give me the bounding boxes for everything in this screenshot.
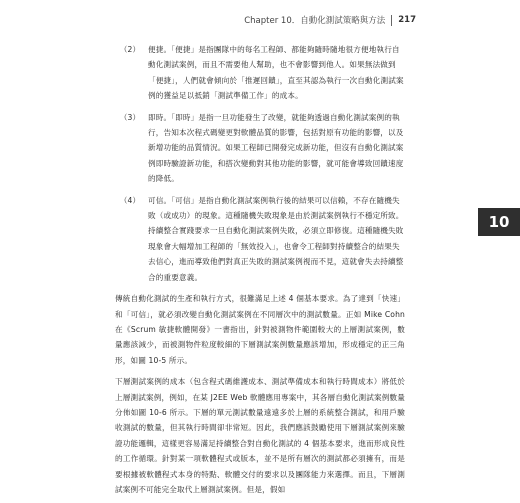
body-paragraph: 傳統自動化測試的生產和執行方式，很難滿足上述 4 個基本要求。為了達到「快速」和「可信」，就必須改變自動化測試案例在不同層次中的測試數量。正如 Mike Cohn 在《Scrum 敏捷軟體開發》一書指出，針對被測物件範圍較大的上層測試案例，數量應該減少，而被測物件粒度較細的下層測試案例數量應該增加，形成穩定的正三角形，如圖 10-5 所示。 <box>115 294 405 365</box>
list-item-text: 即時。「即時」是指一旦功能發生了改變，就能夠透過自動化測試案例的執行，告知本次程式碼變更對軟體品質的影響，包括對原有功能的影響，以及新增功能的品質情況。如果工程師已開發完成新功能，但沒有自動化測試案例即時驗證新功能，和搭次變動對其他功能的影響，就可能會導致回饋速度的降低。 <box>148 112 404 184</box>
list-item <box>115 110 405 187</box>
list-item-text: 可信。「可信」是指自動化測試案例執行後的結果可以信賴，不存在隨機失敗（或成功）的現象。這種隨機失敗現象是由於測試案例執行不穩定所致。持續整合實踐要求一旦自動化測試案例失敗，必須立即修復。這種隨機失敗現象會大幅增加工程師的「無效投入」，也會令工程師對持續整合的結果失去信心，進而導致他們對真正失敗的測試案例視而不見，這就會失去持續整合的重要意義。 <box>148 195 404 282</box>
list-item-number: （3） <box>119 112 141 122</box>
body-paragraph: 下層測試案例的成本（包含程式碼維護成本、測試準備成本和執行時間成本）將低於上層測試案例，例如，在某 J2EE Web 軟體應用專案中，其各層自動化測試案例數量分佈如圖 10-6 所示。下層的單元測試數量遠遠多於上層的系統整合測試，和用戶驗收測試的數量，但其執行時間卻非常短。因此，我們應該鼓勵使用下層測試案例來驗證功能邏輯，這樣更容易滿足持續整合對自動化測試的 4 個基本要求，進而形成良性的工作循環。針對某一項軟體程式或版本，並不是所有層次的測試都必須擁有，而是要根據被軟體程式本身的特點、軟體交付的要求以及團隊能力來選擇。而且，下層測試案例不可能完全取代上層測試案例。但是，假如 <box>115 377 405 494</box>
page-number: 217 <box>398 15 416 25</box>
list-item-number: （4） <box>119 195 141 205</box>
chapter-tab: 10 <box>478 208 520 236</box>
list-item <box>115 42 405 104</box>
chapter-title: Chapter 10．自動化測試策略與方法 <box>244 16 386 26</box>
list-item <box>115 193 405 285</box>
running-header <box>244 14 416 26</box>
page-body <box>115 42 405 503</box>
header-divider <box>391 15 392 26</box>
list-item-text: 便捷。「便捷」是指團隊中的每名工程師、都能夠隨時隨地很方便地執行自動化測試案例，而且不需要他人幫助，也不會影響到他人。如果無法做到「便捷」，人們就會傾向於「推遲回饋」，直至其認為執行一次自動化測試案例的獲益足以抵銷「測試準備工作」的成本。 <box>148 45 404 101</box>
list-item-number: （2） <box>119 45 141 54</box>
